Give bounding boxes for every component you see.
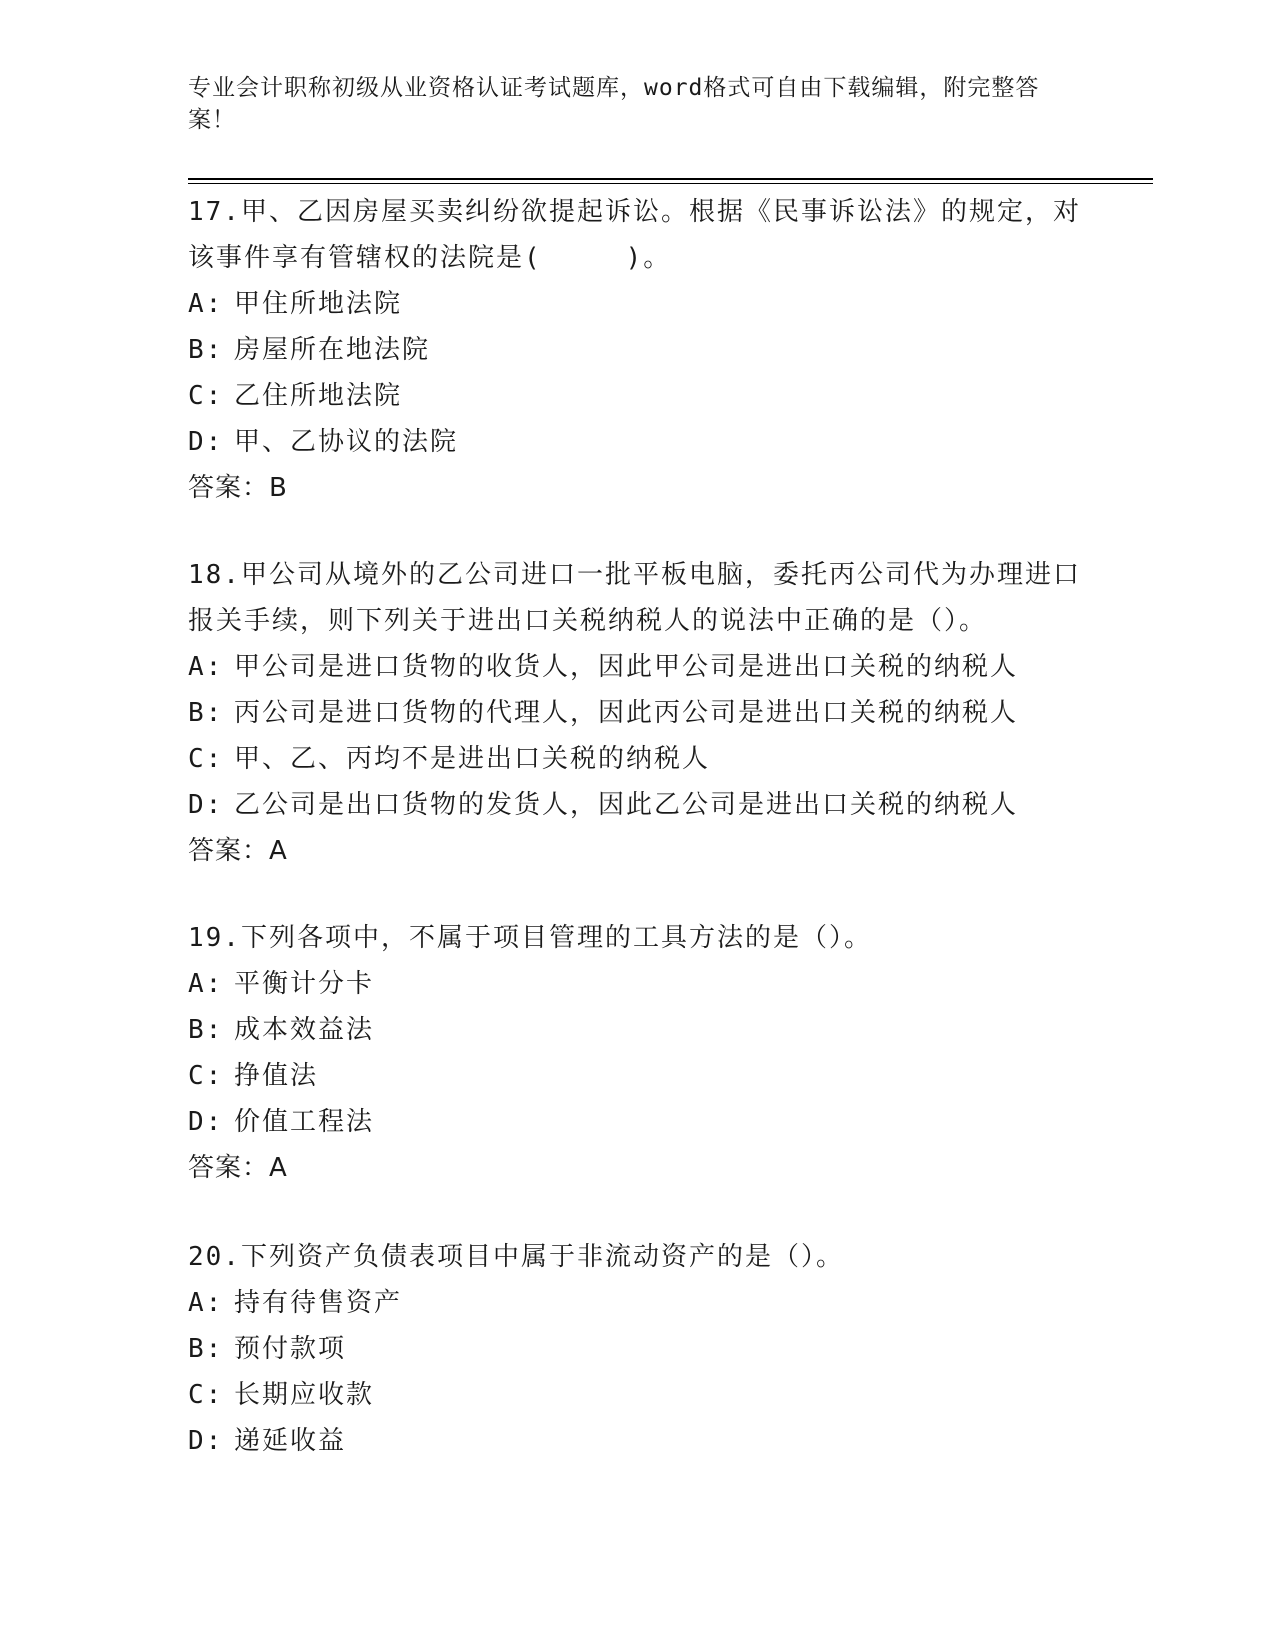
option-b — [188, 1326, 1088, 1372]
option-letter: B: — [188, 335, 224, 365]
option-text: 递延收益 — [234, 1426, 347, 1456]
question-18 — [188, 552, 1088, 874]
option-text: 甲、乙、丙均不是进出口关税的纳税人 — [234, 744, 711, 774]
answer-line: 答案：A — [188, 1153, 288, 1183]
question-stem: 17.甲、乙因房屋买卖纠纷欲提起诉讼。根据《民事诉讼法》的规定，对该事件享有管辖权的法院是( )。 — [188, 197, 1081, 273]
option-text: 乙公司是出口货物的发货人，因此乙公司是进出口关税的纳税人 — [234, 790, 1019, 820]
option-a — [188, 281, 1088, 327]
option-c — [188, 736, 1088, 782]
option-letter: A: — [188, 289, 224, 319]
option-b — [188, 1007, 1088, 1053]
option-a — [188, 644, 1088, 690]
option-text: 乙住所地法院 — [234, 381, 403, 411]
option-text: 价值工程法 — [234, 1107, 375, 1137]
question-stem: 18.甲公司从境外的乙公司进口一批平板电脑，委托丙公司代为办理进口报关手续，则下列关于进出口关税纳税人的说法中正确的是（）。 — [188, 560, 1081, 636]
option-letter: D: — [188, 790, 224, 820]
option-letter: A: — [188, 1288, 224, 1318]
option-letter: A: — [188, 969, 224, 999]
option-a — [188, 961, 1088, 1007]
option-text: 丙公司是进口货物的代理人，因此丙公司是进出口关税的纳税人 — [234, 698, 1019, 728]
option-text: 房屋所在地法院 — [234, 335, 431, 365]
option-c — [188, 1053, 1088, 1099]
option-letter: B: — [188, 1015, 224, 1045]
header-divider-thin — [188, 183, 1153, 184]
option-letter: B: — [188, 1334, 224, 1364]
option-d — [188, 419, 1088, 465]
header-divider-thick — [188, 178, 1153, 180]
option-text: 甲、乙协议的法院 — [234, 427, 459, 457]
option-c — [188, 1372, 1088, 1418]
option-c — [188, 373, 1088, 419]
question-20 — [188, 1234, 1088, 1464]
option-text: 平衡计分卡 — [234, 969, 375, 999]
answer-line: 答案：B — [188, 473, 288, 503]
question-stem: 19.下列各项中，不属于项目管理的工具方法的是（）。 — [188, 923, 872, 953]
option-letter: D: — [188, 1107, 224, 1137]
question-19 — [188, 915, 1088, 1191]
option-letter: D: — [188, 427, 224, 457]
option-letter: D: — [188, 1426, 224, 1456]
option-d — [188, 1418, 1088, 1464]
option-letter: C: — [188, 744, 224, 774]
option-text: 挣值法 — [234, 1061, 319, 1091]
option-d — [188, 782, 1088, 828]
option-b — [188, 690, 1088, 736]
option-text: 持有待售资产 — [234, 1288, 403, 1318]
option-letter: C: — [188, 1061, 224, 1091]
answer-line: 答案：A — [188, 836, 288, 866]
option-text: 成本效益法 — [234, 1015, 375, 1045]
option-d — [188, 1099, 1088, 1145]
option-letter: C: — [188, 1380, 224, 1410]
option-letter: C: — [188, 381, 224, 411]
header-note: 专业会计职称初级从业资格认证考试题库，word格式可自由下载编辑，附完整答案！ — [188, 75, 1040, 133]
option-text: 甲住所地法院 — [234, 289, 403, 319]
option-letter: A: — [188, 652, 224, 682]
question-stem: 20.下列资产负债表项目中属于非流动资产的是（）。 — [188, 1242, 844, 1272]
question-17 — [188, 189, 1088, 511]
option-letter: B: — [188, 698, 224, 728]
option-text: 长期应收款 — [234, 1380, 375, 1410]
option-text: 预付款项 — [234, 1334, 347, 1364]
option-a — [188, 1280, 1088, 1326]
option-text: 甲公司是进口货物的收货人，因此甲公司是进出口关税的纳税人 — [234, 652, 1019, 682]
option-b — [188, 327, 1088, 373]
